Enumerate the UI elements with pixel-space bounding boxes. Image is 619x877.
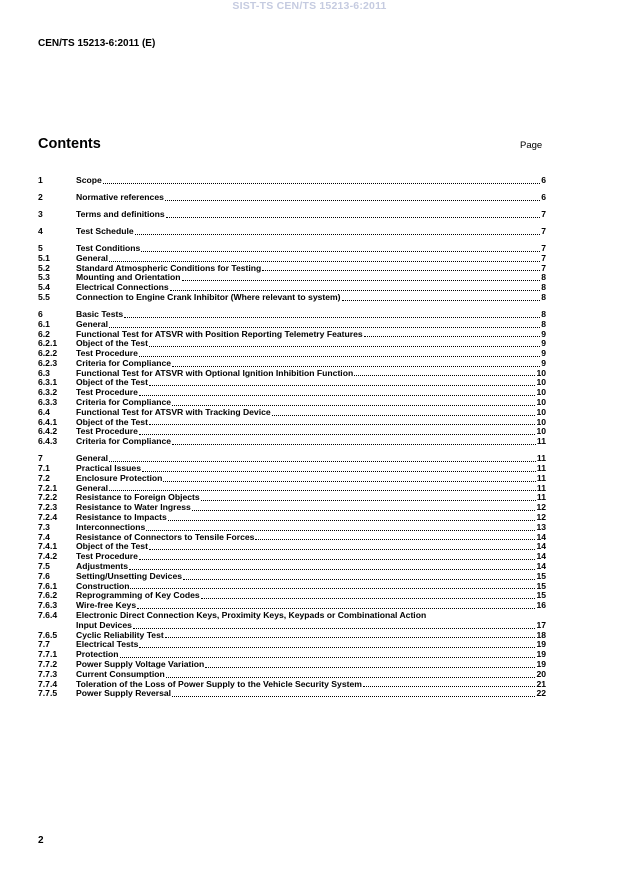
toc-dot-leader [205,660,535,668]
toc-entry-title: Object of the Test [76,338,148,349]
toc-entry-page: 14 [536,531,546,542]
toc-entry-number: 6.3.2 [38,387,58,398]
toc-dot-leader [364,329,541,337]
toc-entry-page: 11 [536,453,546,464]
toc-entry-number: 6.2.1 [38,338,58,349]
toc-entry-number: 6.2 [38,328,50,339]
toc-entry-title: Resistance to Impacts [76,512,167,523]
toc-entry-number: 6.2.3 [38,357,58,368]
toc-entry-number: 7.4.2 [38,551,58,562]
toc-entry[interactable] [38,193,546,203]
toc-entry-number: 6.3.3 [38,397,58,408]
toc-dot-leader [142,464,536,472]
toc-entry-number: 3 [38,208,43,219]
toc-dot-leader [168,513,536,521]
toc-dot-leader [109,254,540,262]
toc-entry-number: 6.1 [38,318,50,329]
toc-dot-leader [146,523,535,531]
toc-entry[interactable] [38,689,546,699]
toc-entry-title: Functional Test for ATSVR with Position Reporting Telemetry Features [76,328,363,339]
toc-entry-page: 7 [541,242,546,253]
toc-entry-number: 7.6.3 [38,600,58,611]
toc-entry-title: Test Procedure [76,348,138,359]
toc-entry-page: 19 [536,639,546,650]
toc-entry-page: 7 [541,262,546,273]
toc-entry-title: Object of the Test [76,541,148,552]
toc-entry[interactable] [38,474,546,484]
toc-entry-title: Connection to Engine Crank Inhibitor (Where relevant to system) [76,291,341,302]
toc-entry-page: 8 [541,318,546,329]
toc-entry-number: 6.3 [38,367,50,378]
toc-dot-leader [124,310,540,318]
toc-entry-title: Toleration of the Loss of Power Supply to the Vehicle Security System [76,678,362,689]
toc-entry-title: Adjustments [76,561,129,572]
toc-entry-number: 7.1 [38,463,50,474]
toc-dot-leader [170,283,541,291]
toc-dot-leader [172,398,535,406]
toc-dot-leader [201,591,536,599]
toc-entry-page: 10 [536,416,546,427]
toc-entry-number: 4 [38,225,43,236]
toc-entry-title: Test Procedure [76,551,138,562]
toc-dot-leader [172,689,535,697]
toc-entry-number: 7.4 [38,531,50,542]
toc-entry-title: General [76,482,109,493]
toc-entry-page: 11 [536,482,546,493]
toc-entry-title: Object of the Test [76,416,148,427]
toc-entry-title: Test Schedule [76,225,134,236]
toc-entry-title: Functional Test for ATSVR with Optional Ignition Inhibition Function [76,367,354,378]
toc-entry-title: Protection [76,649,119,660]
toc-entry-page: 9 [541,338,546,349]
toc-entry-title: Functional Test for ATSVR with Tracking Device [76,406,271,417]
toc-entry-title: General [76,252,109,263]
toc-dot-leader [139,349,540,357]
toc-entry-page: 11 [536,463,546,474]
toc-entry-number: 7.5 [38,561,50,572]
toc-entry[interactable] [38,310,546,320]
toc-entry-number: 7.6.5 [38,629,58,640]
toc-entry-title: Resistance to Water Ingress [76,502,191,513]
toc-entry-number: 6 [38,308,43,319]
toc-entry-number: 7.3 [38,521,50,532]
toc-dot-leader [182,273,541,281]
toc-entry-page: 10 [536,397,546,408]
toc-entry-page: 8 [541,308,546,319]
toc-dot-leader [165,193,540,201]
toc-entry-title: Practical Issues [76,463,141,474]
toc-dot-leader [192,503,536,511]
toc-dot-leader [129,562,535,570]
toc-entry-title: Interconnections [76,521,146,532]
toc-entry-title: General [76,318,109,329]
toc-entry-number: 6.4.3 [38,436,58,447]
toc-entry-number: 7.7.4 [38,678,58,689]
toc-entry-page: 12 [536,502,546,513]
toc-dot-leader [133,621,536,629]
toc-entry-title: Electronic Direct Connection Keys, Proximity Keys, Keypads or Combinational Action [76,610,427,620]
toc-entry-number: 6.4.1 [38,416,58,427]
toc-entry-page: 8 [541,291,546,302]
toc-entry-number: 6.4.2 [38,426,58,437]
toc-entry-page: 15 [536,590,546,601]
toc-entry-page: 20 [536,668,546,679]
toc-entry-title: Electrical Tests [76,639,139,650]
toc-entry-number: 5.4 [38,282,50,293]
toc-entry-number: 7.7 [38,639,50,650]
toc-entry-number: 7.6.2 [38,590,58,601]
toc-entry-number: 7.2.2 [38,492,58,503]
toc-dot-leader [149,378,535,386]
toc-dot-leader [262,263,540,271]
toc-entry-title: Wire-free Keys [76,600,137,611]
toc-entry-title: Object of the Test [76,377,148,388]
toc-entry-title: General [76,453,109,464]
toc-entry-number: 7.6.4 [38,610,58,620]
toc-entry-number: 7.6 [38,570,50,581]
toc-entry-number: 2 [38,191,43,202]
toc-entry-number: 7.4.1 [38,541,58,552]
watermark-text: SIST-TS CEN/TS 15213-6:2011 [232,0,387,12]
toc-entry-page: 14 [536,561,546,572]
toc-entry-title: Mounting and Orientation [76,272,181,283]
toc-entry-page: 11 [536,472,546,483]
toc-dot-leader [166,670,536,678]
toc-entry-page: 10 [536,367,546,378]
toc-entry-page: 11 [536,492,546,503]
toc-dot-leader [139,388,536,396]
toc-entry-title: Power Supply Voltage Variation [76,658,205,669]
toc-dot-leader [120,650,536,658]
toc-entry-title: Enclosure Protection [76,472,163,483]
toc-entry-title: Test Procedure [76,387,138,398]
toc-entry-number: 7.7.1 [38,649,58,660]
toc-entry-page: 19 [536,658,546,669]
toc-entry-number: 5 [38,242,43,253]
toc-dot-leader [163,474,535,482]
toc-dot-leader [149,417,535,425]
toc-dot-leader [354,368,535,376]
toc-entry-page: 10 [536,377,546,388]
toc-entry-title: Scope [76,175,102,185]
contents-heading: Contents [38,136,101,152]
toc-entry-page: 15 [536,570,546,581]
toc-dot-leader [109,483,536,491]
toc-entry-title: Basic Tests [76,308,124,319]
toc-dot-leader [139,640,535,648]
toc-entry[interactable] [38,227,546,237]
toc-entry-title: Electrical Connections [76,282,169,293]
toc-entry-page: 9 [541,357,546,368]
toc-entry-page: 10 [536,387,546,398]
toc-entry-number: 7 [38,453,43,464]
toc-dot-leader [166,210,541,218]
toc-entry-page: 6 [541,175,546,185]
toc-entry-page: 6 [541,191,546,202]
toc-entry-number: 7.2.4 [38,512,58,523]
toc-entry-number: 5.1 [38,252,50,263]
toc-entry-page: 22 [536,688,546,699]
toc-entry-title: Power Supply Reversal [76,688,172,699]
toc-entry-number: 6.3.1 [38,377,58,388]
toc-entry[interactable] [38,210,546,220]
toc-entry-page: 12 [536,512,546,523]
toc-entry[interactable] [38,244,546,254]
toc-entry-page: 9 [541,348,546,359]
page-column-label: Page [520,140,543,151]
toc-dot-leader [255,532,535,540]
toc-entry-title: Criteria for Compliance [76,357,172,368]
toc-entry-page: 9 [541,328,546,339]
toc-entry-title: Terms and definitions [76,208,165,219]
toc-entry-page: 18 [536,629,546,640]
toc-entry-number: 6.2.2 [38,348,58,359]
toc-entry-page: 21 [536,678,546,689]
toc-dot-leader [172,359,540,367]
toc-entry[interactable] [38,176,546,186]
toc-dot-leader [103,176,540,184]
toc-entry-number: 7.6.1 [38,580,58,591]
toc-entry-page: 8 [541,282,546,293]
toc-entry-page: 11 [536,436,546,447]
toc-entry-number: 7.7.5 [38,688,58,699]
toc-entry-title: Setting/Unsetting Devices [76,570,183,581]
toc-entry-page: 7 [541,225,546,236]
toc-entry-title: Criteria for Compliance [76,436,172,447]
toc-entry-number: 5.5 [38,291,50,302]
toc-dot-leader [342,293,541,301]
toc-entry-title: Resistance to Foreign Objects [76,492,200,503]
toc-entry-page: 13 [536,521,546,532]
toc-entry-page: 16 [536,600,546,611]
toc-entry-page: 10 [536,406,546,417]
toc-dot-leader [130,581,535,589]
toc-dot-leader [183,572,535,580]
toc-dot-leader [201,493,536,501]
toc-entry-title: Normative references [76,191,164,202]
toc-entry-title: Resistance of Connectors to Tensile Forces [76,531,255,542]
toc-entry-number: 7.2.3 [38,502,58,513]
toc-entry-title: Input Devices [76,619,132,630]
toc-entry-page: 7 [541,252,546,263]
page-number: 2 [38,835,44,846]
toc-entry-title: Reprogramming of Key Codes [76,590,200,601]
toc-dot-leader [135,227,541,235]
toc-entry-number: 5.2 [38,262,50,273]
toc-entry-number: 7.7.2 [38,658,58,669]
toc-dot-leader [363,679,536,687]
toc-entry-page: 15 [536,580,546,591]
toc-entry-page: 19 [536,649,546,660]
toc-dot-leader [109,320,540,328]
toc-entry-page: 8 [541,272,546,283]
toc-dot-leader [137,601,535,609]
toc-dot-leader [172,437,536,445]
toc-entry-title: Current Consumption [76,668,165,679]
toc-entry-title: Construction [76,580,130,591]
toc-entry-number: 7.2 [38,472,50,483]
toc-dot-leader [149,339,540,347]
toc-entry-page: 14 [536,551,546,562]
toc-dot-leader [272,408,536,416]
toc-entry-number: 7.2.1 [38,482,58,493]
toc-entry[interactable] [38,437,546,447]
toc-entry-page: 17 [536,619,546,630]
toc-entry-number: 5.3 [38,272,50,283]
toc-entry-number: 7.7.3 [38,668,58,679]
toc-dot-leader [149,542,535,550]
toc-entry-page: 10 [536,426,546,437]
toc-entry-number: 1 [38,175,43,185]
toc-entry[interactable] [38,293,546,303]
toc-dot-leader [139,552,536,560]
toc-entry-title: Cyclic Reliability Test [76,629,164,640]
toc-entry-title: Test Procedure [76,426,138,437]
toc-entry-title: Test Conditions [76,242,141,253]
table-of-contents [38,176,546,699]
toc-dot-leader [165,630,536,638]
toc-dot-leader [141,244,540,252]
toc-dot-leader [109,454,536,462]
toc-entry-title: Criteria for Compliance [76,397,172,408]
toc-entry-page: 7 [541,208,546,219]
document-id: CEN/TS 15213-6:2011 (E) [38,38,156,49]
toc-entry-title: Standard Atmospheric Conditions for Testing [76,262,262,273]
toc-entry-page: 14 [536,541,546,552]
toc-entry-number: 6.4 [38,406,50,417]
toc-dot-leader [139,427,536,435]
